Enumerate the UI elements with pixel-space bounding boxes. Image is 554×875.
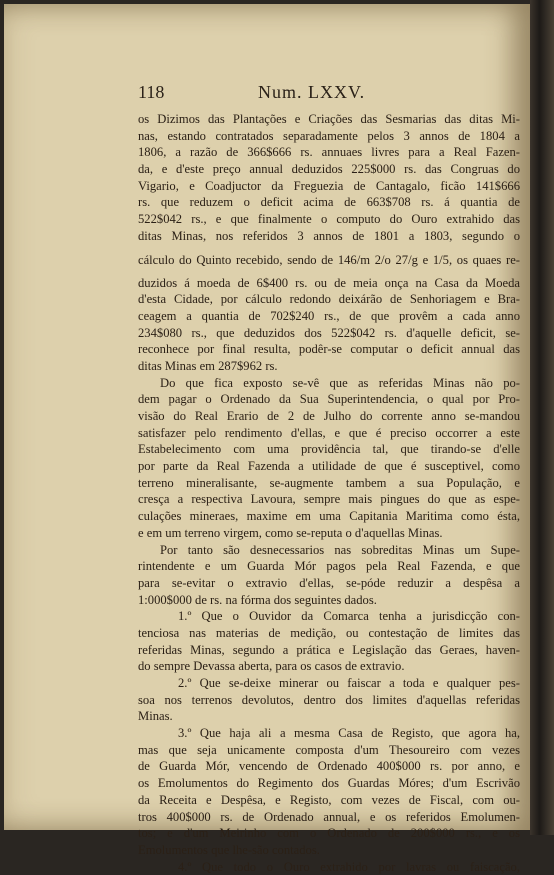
text-line: referidas Minas, segundo a prática e Legislação das Geraes, haven-	[138, 642, 520, 657]
text-line: Emolumentos que lhe-são contados.	[138, 842, 320, 857]
text-line: satisfazer pelo rendimento d'ellas, e que é preciso occorrer a este	[138, 425, 520, 440]
document-number-title: Num. LXXV.	[258, 82, 366, 102]
text-line: visão do Real Erario de 2 de Julho do corrente anno se-mandou	[138, 409, 520, 423]
text-line: e em um terreno virgem, como se-reputa o d'aquellas Minas.	[138, 525, 443, 540]
text-line: de Guarda Mór, vencendo de Ordenado 400$000 rs. por anno, e	[138, 759, 520, 774]
paragraph-start: Do que fica exposto se-vê que as referidas Minas não po-	[160, 375, 520, 390]
text-line: 1:000$000 de rs. na fórma dos seguintes dados.	[138, 592, 377, 607]
text-line: tos; e d'um Meirinho com o Ordenado de 200$000 rs., e os	[138, 826, 520, 841]
text-line: 234$080 rs., que deduzidos dos 522$042 rs. d'aquelle deficit, se-	[138, 325, 520, 340]
text-line: os Dizimos das Plantações e Criações das Sesmarias das ditas Mi-	[138, 112, 520, 126]
text-line: Vigario, e Coadjuctor da Freguezia de Cantagalo, ficão 141$666	[138, 178, 520, 193]
book-spine-edge	[530, 0, 554, 835]
list-item-start: 2.º Que se-deixe minerar ou faiscar a toda e qualquer pes-	[178, 676, 520, 690]
page-number: 118	[138, 82, 165, 102]
text-line: rintendente e um Guarda Mór pagos pela Real Fazenda, e que	[138, 559, 520, 574]
text-line: reconhece por final resulta, podêr-se computar o deficit annual das	[138, 342, 520, 357]
text-line: da Receita e Despêsa, e Registo, com vezes de Fiscal, com ou-	[138, 792, 520, 807]
text-line: da, e d'este preço annual deduzidos 225$000 rs. das Congruas do	[138, 162, 520, 177]
text-line: por parte da Real Fazenda a utilidade de que é susceptivel, como	[138, 459, 520, 474]
running-header	[138, 82, 520, 106]
text-line-fraction: cálculo do Quinto recebido, sendo de 146/m 2/o 27/g e 1/5, os quaes re-	[138, 252, 520, 267]
list-item-start: 4.º Que todo o Ouro extrahido por lavras ou faiscação,	[178, 859, 520, 874]
text-line: nas, estando contratados separadamente pelos 3 annos de 1804 a	[138, 128, 520, 143]
list-item-start: 1.º Que o Ouvidor da Comarca tenha a jurisdicção con-	[178, 609, 520, 624]
paragraph-start: Por tanto são desnecessarios nas sobreditas Minas um Supe-	[160, 542, 520, 557]
text-line: soa nos terrenos devolutos, dentro dos limites d'aquellas referidas	[138, 692, 520, 707]
text-line: d'esta Cidade, por cálculo redondo deixárão de Senhoriagem e Bra-	[138, 292, 520, 307]
text-line: duzidos á moeda de 6$400 rs. ou de meia onça na Casa da Moeda	[138, 275, 520, 290]
text-line: do sempre Devassa aberta, para os casos de extravio.	[138, 659, 405, 674]
text-line: rs. que reduzem o deficit acima de 663$708 rs. á quantia de	[138, 195, 520, 210]
text-line: mas que seja unicamente composta d'um Thesoureiro com vezes	[138, 742, 520, 757]
body-text	[138, 111, 520, 875]
text-line: para se-evitar o extravio d'ellas, se-póde reduzir a despêsa a	[138, 575, 520, 590]
text-line: culações mineraes, maxime em uma Capitania Maritima como ésta,	[138, 509, 520, 524]
text-line: terreno mineralisante, se-augmente tambem a sua População, e	[138, 475, 520, 490]
text-line: cresça a respectiva Lavoura, sempre mais pingues do que as espe-	[138, 492, 520, 507]
text-line: 1806, a razão de 366$666 rs. annuaes livres para a Real Fazen-	[138, 145, 520, 160]
text-line: tros 400$000 rs. de Ordenado annual, e os referidos Emolumen-	[138, 809, 520, 824]
text-line: tenciosa nas materias de medição, ou contestação de limites das	[138, 625, 520, 640]
text-line: Estabelecimento com uma providência tal, que tirando-se d'elle	[138, 442, 520, 457]
text-line: os Emolumentos do Regimento dos Guardas Móres; d'um Escrivão	[138, 776, 520, 791]
text-line: 522$042 rs., e que finalmente o computo do Ouro extrahido das	[138, 212, 520, 227]
text-line: dem pagar o Ordenado da Sua Superintendencia, o qual por Pro-	[138, 392, 520, 407]
list-item-start: 3.º Que haja ali a mesma Casa de Registo, que agora ha,	[178, 726, 520, 741]
text-line: Minas.	[138, 709, 173, 724]
text-line: ceagem a quantia de 702$240 rs., de que provêm a cada anno	[138, 308, 520, 323]
text-line: ditas Minas, nos referidos 3 annos de 1801 a 1803, segundo o	[138, 228, 520, 243]
book-page	[4, 4, 530, 874]
text-line: ditas Minas em 287$962 rs.	[138, 358, 278, 373]
